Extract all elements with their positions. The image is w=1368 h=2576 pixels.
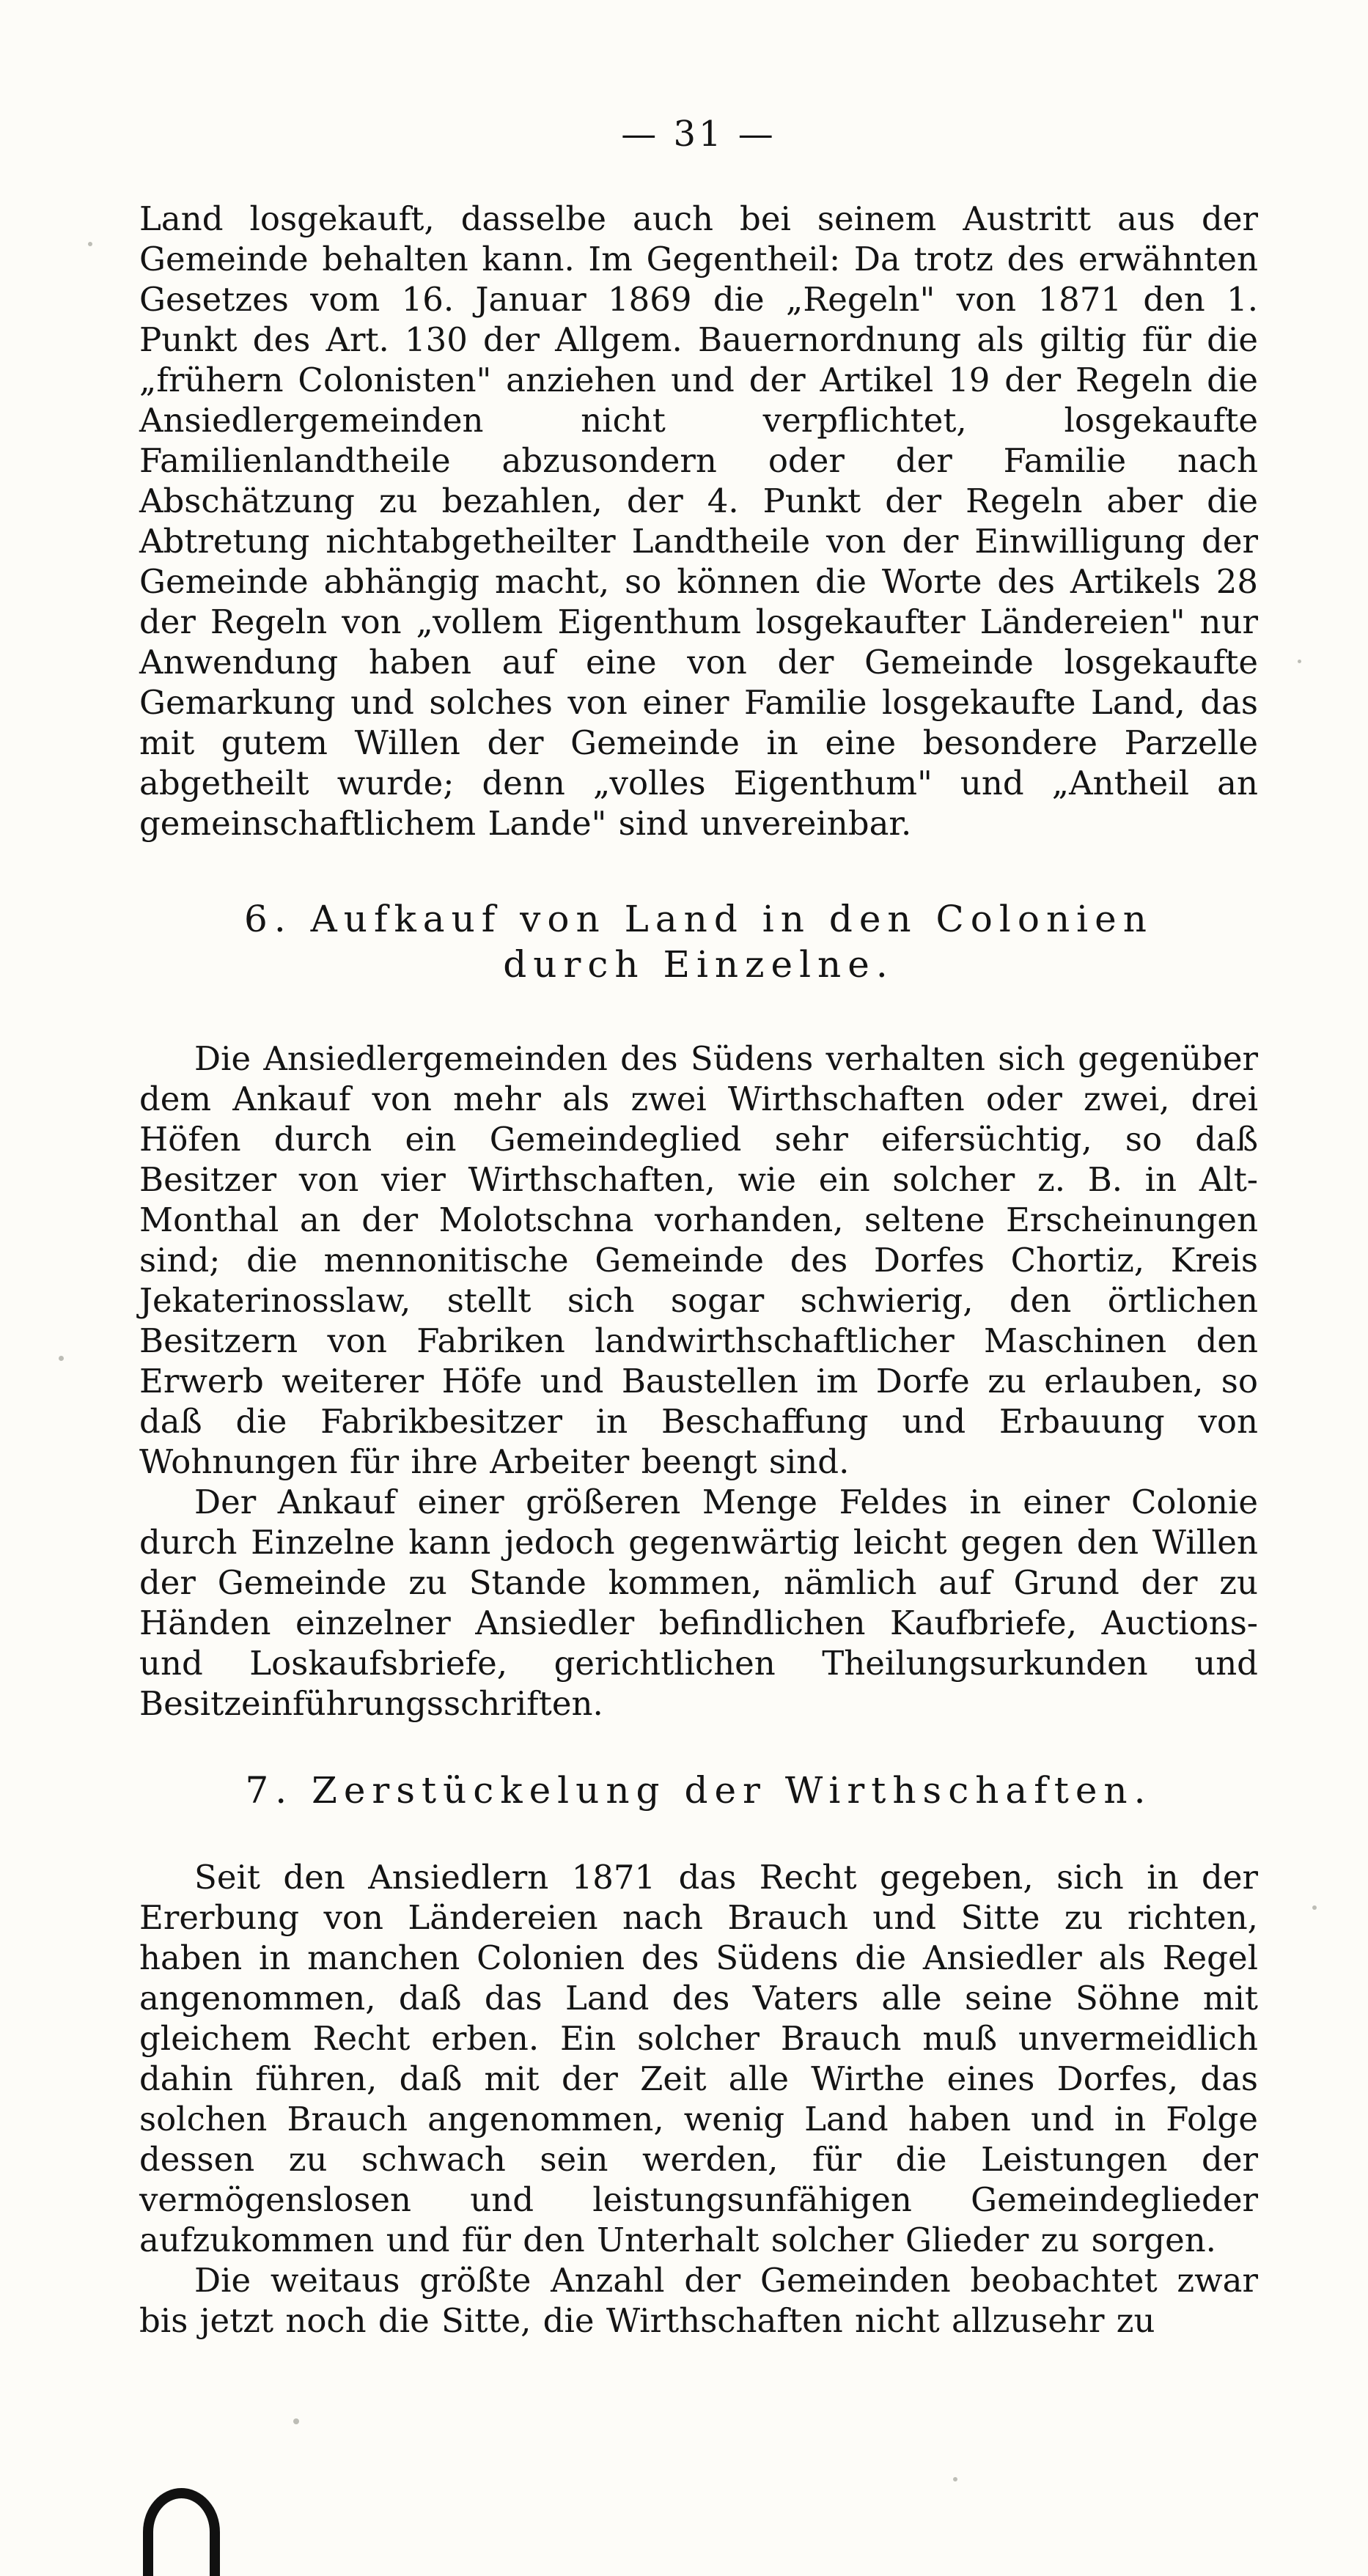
paper-speckle (293, 2418, 299, 2424)
paper-speckle (88, 242, 92, 246)
paragraph-continued: Land losgekauft, dasselbe auch bei seinem Austritt aus der Gemeinde behalten kann. Im Gegentheil: Da trotz des erwähnten Gesetzes vom 16. Januar 1869 die „Regeln" von 1871 den 1. Punkt des Art. 130 der Allgem. Bauernordnung als giltig für die „frühern Colonisten" anziehen und der Artikel 19 der Regeln die Ansiedlergemeinden nicht verpflichtet, losgekaufte Familienlandtheile abzusondern oder der Familie nach Abschätzung zu bezahlen, der 4. Punkt der Regeln aber die Abtretung nichtabgetheilter Landtheile von der Einwilligung der Gemeinde abhängig macht, so können die Worte des Artikels 28 der Regeln von „vollem Eigenthum losgekaufter Ländereien" nur Anwendung haben auf eine von der Gemeinde losgekaufte Gemarkung und solches von einer Familie losgekaufte Land, das mit gutem Willen der Gemeinde in eine besondere Parzelle abgetheilt wurde; denn „volles Eigenthum" und „Antheil an gemeinschaftlichem Lande" sind unvereinbar. (139, 199, 1258, 843)
section-6-paragraph-2: Der Ankauf einer größeren Menge Feldes in einer Colonie durch Einzelne kann jedoch gegenwärtig leicht gegen den Willen der Gemeinde zu Stande kommen, nämlich auf Grund der zu Händen einzelner Ansiedler befindlichen Kaufbriefe, Auctions- und Loskaufsbriefe, gerichtlichen Theilungsurkunden und Besitzeinführungsschriften. (139, 1483, 1258, 1723)
paper-speckle (1298, 660, 1301, 663)
section-7-title: 7. Zerstückelung der Wirthschaften. (245, 1769, 1152, 1812)
section-6-paragraph-1: Die Ansiedlergemeinden des Südens verhalten sich gegenüber dem Ankauf von mehr als zwei Wirthschaften oder zwei, drei Höfen durch ein Gemeindeglied sehr eifersüchtig, so daß Besitzer von vier Wirthschaften, wie ein solcher z. B. in Alt-Monthal an der Molotschna vorhanden, seltene Erscheinungen sind; die mennonitische Gemeinde des Dorfes Chortiz, Kreis Jekaterinosslaw, stellt sich sogar schwierig, den örtlichen Besitzern von Fabriken landwirthschaftlicher Maschinen den Erwerb weiterer Höfe und Baustellen im Dorfe zu erlauben, so daß die Fabrikbesitzer in Beschaffung und Erbauung von Wohnungen für ihre Arbeiter beengt sind. (139, 1039, 1258, 1481)
paper-speckle (953, 2477, 957, 2481)
section-6-heading (139, 896, 1258, 987)
paper-speckle (1312, 1905, 1317, 1910)
section-7-heading (139, 1768, 1258, 1813)
section-6-title-line2: durch Einzelne. (503, 943, 894, 986)
section-7-paragraph-1: Seit den Ansiedlern 1871 das Recht gegeben, sich in der Ererbung von Ländereien nach Brauch und Sitte zu richten, haben in manchen Colonien des Südens die Ansiedler als Regel angenommen, daß das Land des Vaters alle seine Söhne mit gleichem Recht erben. Ein solcher Brauch muß unvermeidlich dahin führen, daß mit der Zeit alle Wirthe eines Dorfes, das solchen Brauch angenommen, wenig Land haben und in Folge dessen zu schwach sein werden, für die Leistungen der vermögenslosen und leistungsunfähigen Gemeindeglieder aufzukommen und für den Unterhalt solcher Glieder zu sorgen. (139, 1858, 1258, 2259)
bottom-ink-mark (143, 2488, 220, 2576)
paper-speckle (59, 1356, 64, 1361)
section-7-paragraph-2: Die weitaus größte Anzahl der Gemeinden beobachtet zwar bis jetzt noch die Sitte, die Wirthschaften nicht allzusehr zu (139, 2261, 1258, 2340)
section-6-title-line1: 6. Aufkauf von Land in den Colonien (244, 898, 1153, 940)
page-number: — 31 — (621, 114, 776, 155)
